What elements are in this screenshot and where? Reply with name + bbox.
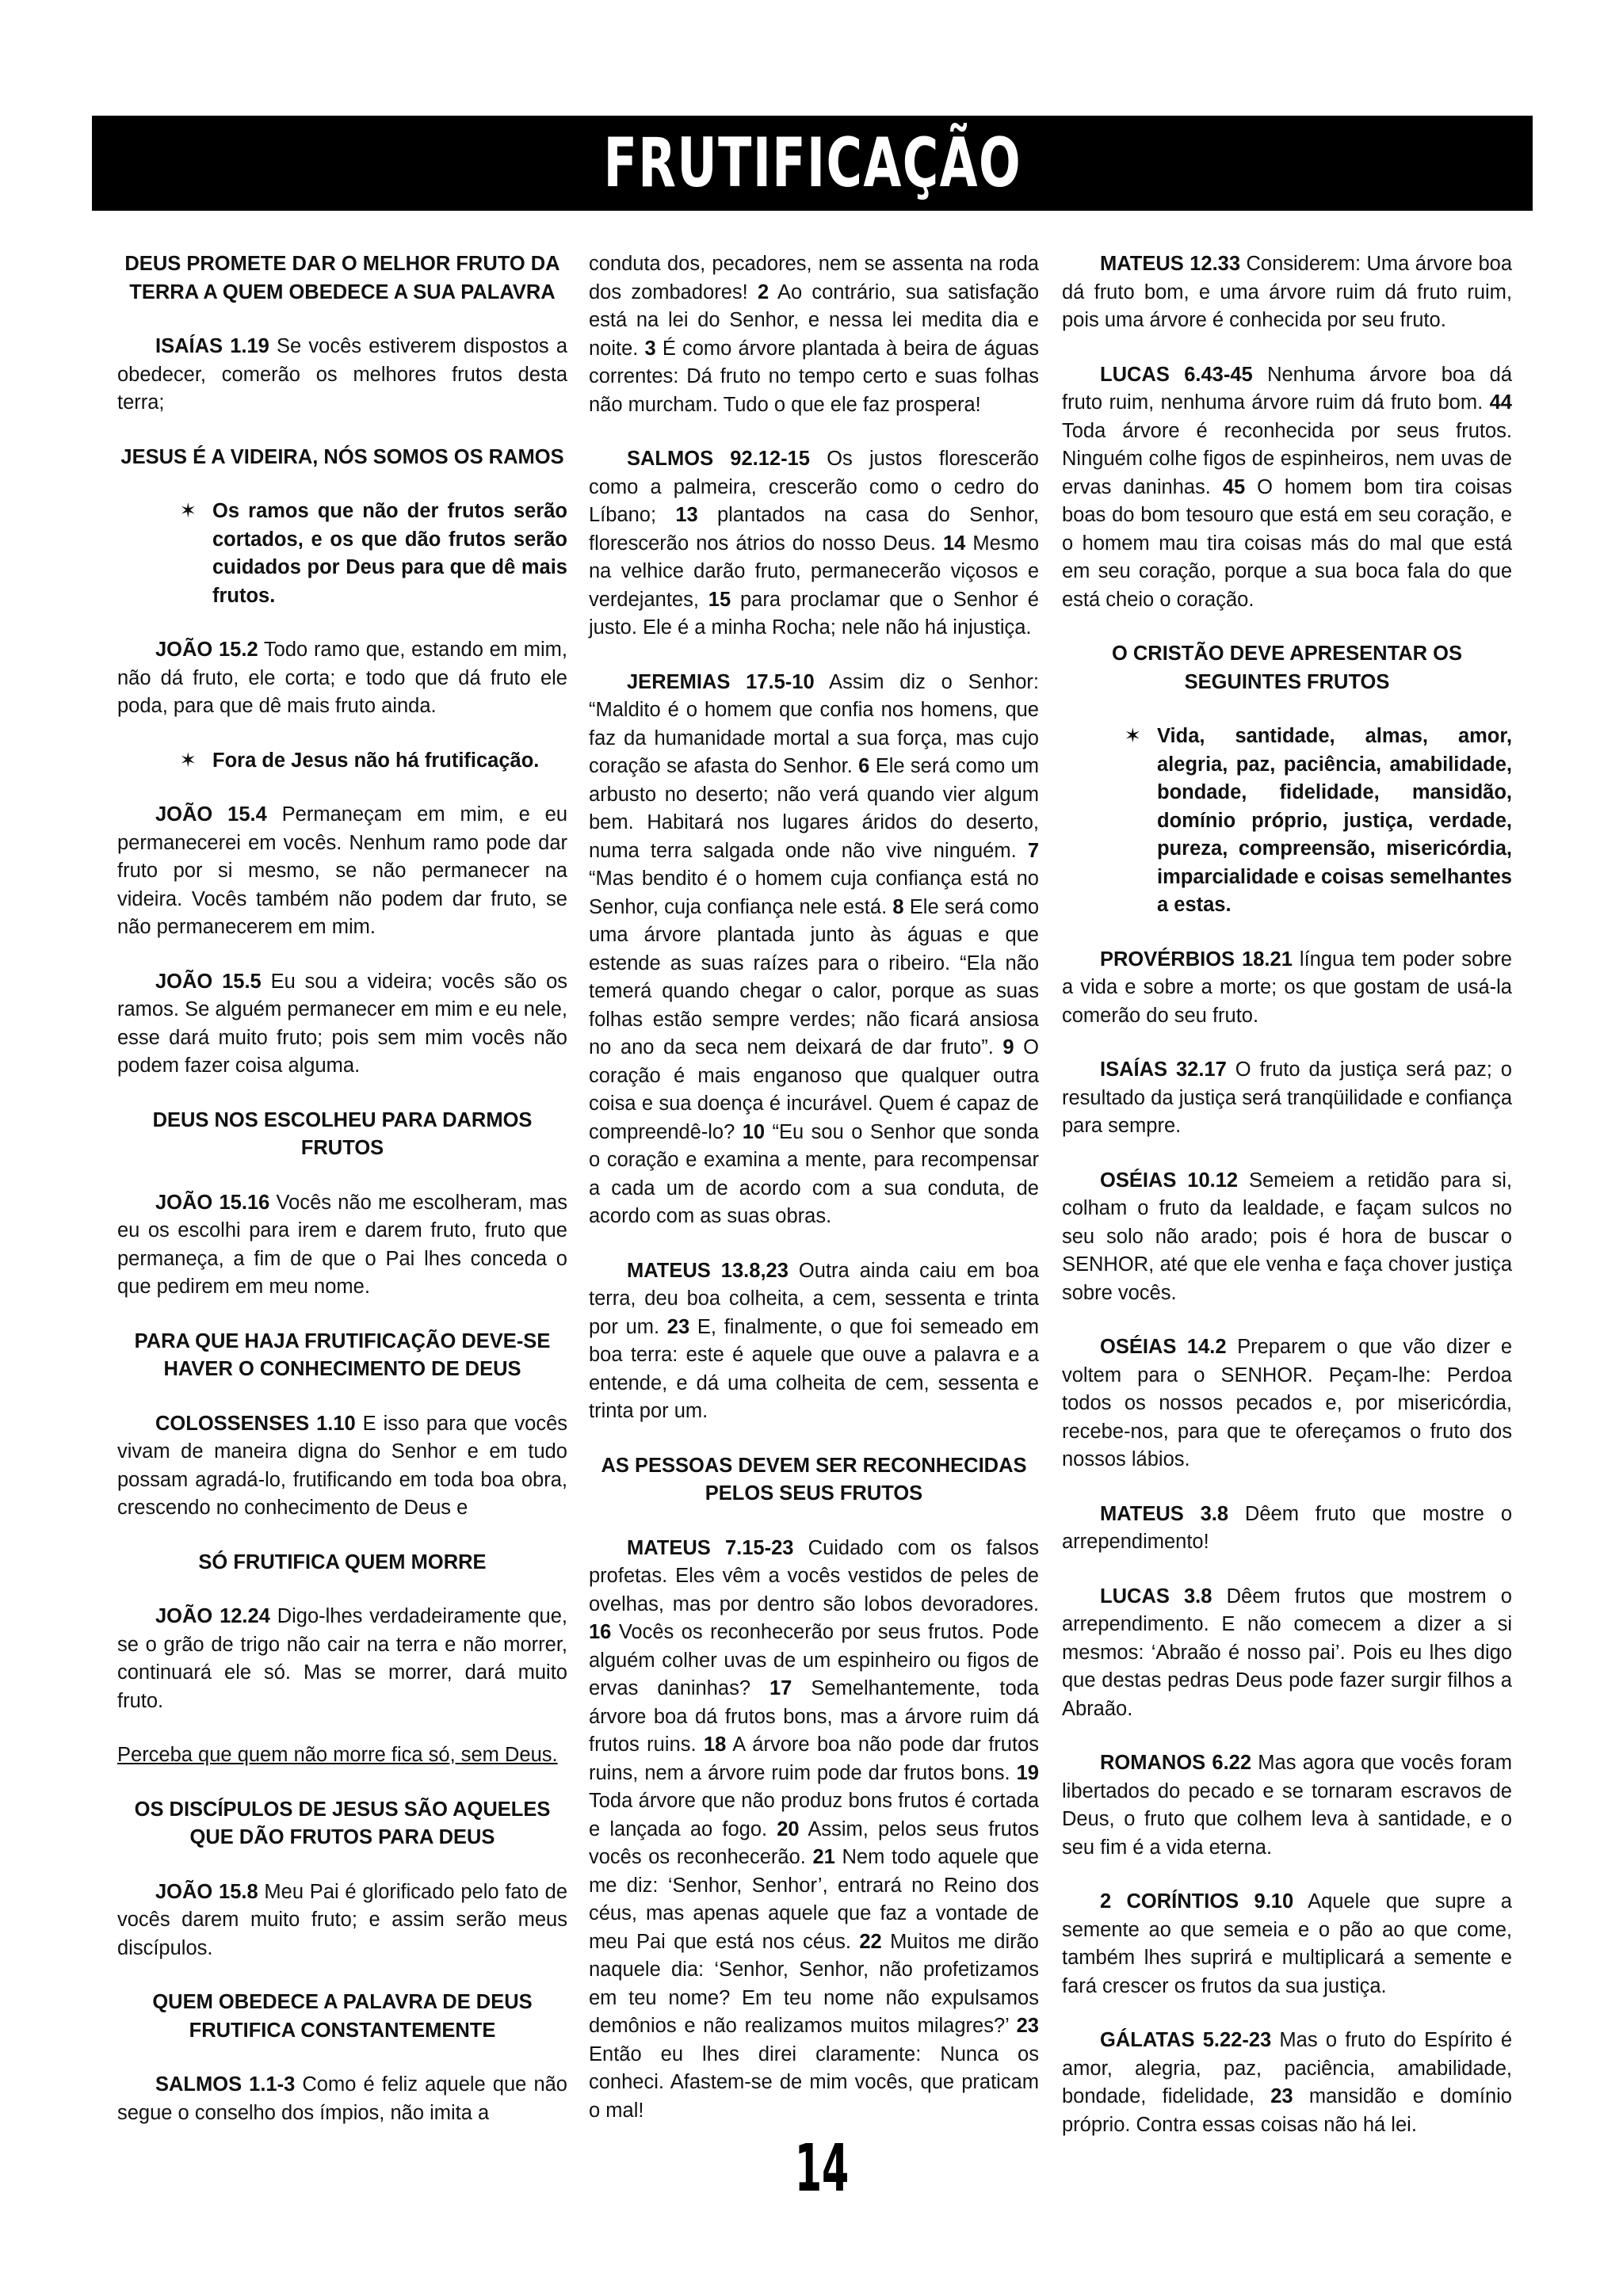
- verse-reference: JOÃO 15.4: [155, 803, 267, 826]
- verse-text: Preparem o que vão dizer e voltem para o SENHOR. Peçam-lhe: Perdoa todos os nossos pecados e, por misericórdia, recebe-nos, para que te ofereçamos o fruto dos nossos lábios.: [1062, 1336, 1512, 1470]
- verse-text: Mas o fruto do Espírito é amor, alegria, paz, paciência, amabilidade, bondade, fidelidade,: [1062, 2029, 1512, 2107]
- verse-paragraph: [1062, 1056, 1512, 1141]
- section-heading: QUEM OBEDECE A PALAVRA DE DEUS FRUTIFICA CONSTANTEMENTE: [152, 1991, 533, 2042]
- column-right: [1062, 250, 1512, 2165]
- verse-paragraph: [589, 445, 1039, 643]
- verse-text: Ele será como um arbusto no deserto; não verá quando vier algum bem. Habitará nos lugares áridos do deserto, numa terra salgada onde não vive ninguém.: [589, 755, 1039, 862]
- underlined-note: Perceba que quem não morre fica só, sem Deus.: [117, 1744, 558, 1766]
- verse-text: Cuidado com os falsos profetas. Eles vêm a vocês vestidos de peles de ovelhas, mas por dentro são lobos devoradores.: [589, 1536, 1039, 1615]
- bullet-text: Os ramos que não der frutos serão cortados, e os que dão frutos serão cuidados por Deus para que dê mais frutos.: [212, 500, 567, 607]
- verse-text: Vocês não me escolheram, mas eu os escolhi para irem e darem fruto, fruto que permaneça, a fim de que o Pai lhes conceda o que pedirem em meu nome.: [117, 1191, 567, 1298]
- verse-paragraph: [117, 968, 567, 1081]
- verse-text: Mas agora que vocês foram libertados do pecado e se tornaram escravos de Deus, o fruto que colhem leva à santidade, e o seu fim é a vida eterna.: [1062, 1752, 1512, 1859]
- verse-reference: JOÃO 15.5: [155, 970, 262, 993]
- verse-text: Então eu lhes direi claramente: Nunca os conheci. Afastem-se de mim vocês, que praticam o mal!: [589, 2042, 1039, 2122]
- verse-paragraph: [117, 2071, 567, 2127]
- verse-number: 20: [777, 1817, 800, 1840]
- verse-number: 45: [1222, 475, 1246, 498]
- verse-text: Os justos florescerão como a palmeira, crescerão como o cedro do Líbano;: [589, 448, 1039, 526]
- verse-reference: JEREMIAS 17.5-10: [627, 670, 815, 693]
- verse-reference: ISAÍAS 1.19: [155, 335, 269, 357]
- verse-number: 44: [1489, 391, 1512, 414]
- section-heading: OS DISCÍPULOS DE JESUS SÃO AQUELES QUE DÃO FRUTOS PARA DEUS: [134, 1798, 551, 1848]
- verse-text: Meu Pai é glorificado pelo fato de vocês darem muito fruto; e assim serão meus discípulos.: [117, 1880, 568, 1959]
- verse-number: 21: [812, 1846, 835, 1868]
- section-heading: PARA QUE HAJA FRUTIFICAÇÃO DEVE-SE HAVER O CONHECIMENTO DE DEUS: [134, 1329, 551, 1380]
- verse-number: 14: [942, 532, 966, 555]
- verse-text: Digo-lhes verdadeiramente que, se o grão de trigo não cair na terra e não morrer, continuará ele só. Mas se morrer, dará muito fruto.: [117, 1605, 567, 1712]
- title-banner: [92, 116, 1533, 211]
- verse-reference: GÁLATAS 5.22-23: [1100, 2029, 1272, 2051]
- verse-number: 13: [675, 504, 698, 526]
- bullet-item: [117, 498, 567, 610]
- verse-text: Dêem fruto que mostre o arrependimento!: [1062, 1502, 1512, 1553]
- column-middle: [589, 250, 1039, 2151]
- verse-reference: OSÉIAS 10.12: [1100, 1169, 1239, 1192]
- verse-text: para proclamar que o Senhor é justo. Ele é a minha Rocha; nele não há injustiça.: [589, 588, 1039, 639]
- verse-text: Semelhantemente, toda árvore boa dá frutos bons, mas a árvore ruim dá frutos ruins.: [589, 1677, 1039, 1756]
- page-title: FRUTIFICAÇÃO: [603, 124, 1022, 203]
- verse-reference: SALMOS 1.1-3: [155, 2073, 296, 2096]
- verse-text: O homem bom tira coisas boas do bom tesouro que está em seu coração, e o homem mau tira coisas más do mal que está em seu coração, porque a sua boca fala do que está cheio o coração.: [1062, 475, 1512, 611]
- verse-text: Semeiem a retidão para si, colham o fruto da lealdade, e façam sulcos no seu solo não arado; pois é hora de buscar o SENHOR, até que ele venha e faça chover justiça sobre vocês.: [1062, 1169, 1512, 1304]
- verse-text: A árvore boa não pode dar frutos ruins, nem a árvore ruim pode dar frutos bons.: [589, 1733, 1039, 1784]
- bullet-text: Fora de Jesus não há frutificação.: [212, 749, 540, 772]
- verse-text: Considerem: Uma árvore boa dá fruto bom, e uma árvore ruim dá fruto ruim, pois uma árvore é conhecida por seu fruto.: [1062, 253, 1513, 331]
- verse-reference: MATEUS 13.8,23: [627, 1259, 789, 1282]
- verse-paragraph: [589, 1257, 1039, 1426]
- bullet-item: [1062, 723, 1512, 920]
- verse-paragraph: [1062, 1749, 1512, 1862]
- section-heading: AS PESSOAS DEVEM SER RECONHECIDAS PELOS SEUS FRUTOS: [601, 1454, 1027, 1505]
- verse-paragraph: [1062, 946, 1512, 1031]
- verse-text: Como é feliz aquele que não segue o conselho dos ímpios, não imita a: [117, 2073, 567, 2124]
- verse-paragraph: [117, 801, 567, 942]
- verse-number: 22: [859, 1930, 882, 1953]
- verse-paragraph: [589, 250, 1039, 419]
- verse-paragraph: [117, 1603, 567, 1715]
- verse-paragraph: [1062, 361, 1512, 615]
- verse-text: Assim diz o Senhor: “Maldito é o homem que confia nos homens, que faz da humanidade mortal a sua força, mas cujo coração se afasta do Senhor.: [589, 670, 1039, 777]
- verse-text: Se vocês estiverem dispostos a obedecer, comerão os melhores frutos desta terra;: [117, 335, 568, 414]
- verse-number: 16: [589, 1621, 612, 1643]
- verse-number: 18: [703, 1733, 727, 1756]
- section-heading: DEUS NOS ESCOLHEU PARA DARMOS FRUTOS: [152, 1108, 533, 1159]
- verse-reference: MATEUS 12.33: [1100, 253, 1241, 275]
- verse-text: plantados na casa do Senhor, florescerão nos átrios do nosso Deus.: [589, 504, 1039, 555]
- verse-reference: 2 CORÍNTIOS 9.10: [1100, 1890, 1294, 1913]
- verse-text: Eu sou a videira; vocês são os ramos. Se alguém permanecer em mim e eu nele, esse dará muito fruto; pois sem mim vocês não podem fazer coisa alguma.: [117, 970, 567, 1077]
- verse-number: 23: [666, 1315, 690, 1338]
- verse-text: E, finalmente, o que foi semeado em boa terra: este é aquele que ouve a palavra e a entende, e dá uma colheita de cem, sessenta e trinta por um.: [589, 1315, 1039, 1422]
- verse-text: Dêem frutos que mostrem o arrependimento. E não comecem a dizer a si mesmos: ‘Abraão é nosso pai’. Pois eu lhes digo que destas pedras Deus pode fazer surgir filhos a Abraão.: [1062, 1585, 1512, 1720]
- verse-paragraph: [117, 1878, 567, 1963]
- verse-paragraph: [1062, 2027, 1512, 2139]
- verse-paragraph: [1062, 1583, 1512, 1724]
- verse-paragraph: [1062, 1167, 1512, 1308]
- verse-text: “Eu sou o Senhor que sonda o coração e examina a mente, para recompensar a cada um de acordo com a sua conduta, de acordo com as suas obras.: [589, 1120, 1039, 1227]
- verse-text: O fruto da justiça será paz; o resultado da justiça será tranqüilidade e confiança para sempre.: [1062, 1058, 1512, 1137]
- verse-paragraph: [589, 1535, 1039, 2126]
- verse-text: Toda árvore é reconhecida por seus frutos. Ninguém colhe figos de espinheiros, nem uvas de ervas daninhas.: [1062, 419, 1512, 498]
- verse-paragraph: [1062, 1501, 1512, 1557]
- verse-text: Mesmo na velhice darão fruto, permanecerão viçosos e verdejantes,: [589, 532, 1039, 611]
- verse-reference: JOÃO 12.24: [155, 1605, 270, 1627]
- verse-text: E isso para que vocês vivam de maneira digna do Senhor e em tudo possam agradá-lo, frutificando em toda boa obra, crescendo no conhecimento de Deus e: [117, 1412, 568, 1519]
- verse-text: Ao contrário, sua satisfação está na lei do Senhor, e nessa lei medita dia e noite.: [589, 280, 1039, 360]
- verse-number: 6: [858, 755, 870, 777]
- star-bullet-icon: ✶: [1124, 725, 1141, 747]
- verse-number: 17: [769, 1677, 792, 1699]
- verse-number: 2: [757, 280, 769, 303]
- verse-reference: PROVÉRBIOS 18.21: [1100, 948, 1293, 971]
- verse-number: 10: [742, 1120, 766, 1143]
- verse-number: 19: [1016, 1761, 1039, 1784]
- bullet-item: [117, 747, 567, 776]
- verse-paragraph: [117, 1410, 567, 1523]
- verse-paragraph: [117, 636, 567, 721]
- verse-reference: ISAÍAS 32.17: [1100, 1058, 1227, 1081]
- verse-text: Nem todo aquele que me diz: ‘Senhor, Senhor’, entrará no Reino dos céus, mas apenas aquele que faz a vontade de meu Pai que está nos céus.: [589, 1846, 1039, 1953]
- verse-text: Muitos me dirão naquele dia: ‘Senhor, Senhor, não profetizamos em teu nome? Em teu nome não expulsamos demônios e não realizamos muitos milagres?’: [589, 1930, 1039, 2037]
- verse-text: Nenhuma árvore boa dá fruto ruim, nenhuma árvore ruim dá fruto bom.: [1062, 363, 1512, 414]
- verse-paragraph: [1062, 1888, 1512, 2000]
- star-bullet-icon: ✶: [179, 500, 197, 522]
- verse-reference: JOÃO 15.8: [155, 1880, 258, 1903]
- verse-text: Toda árvore que não produz bons frutos é cortada e lançada ao fogo.: [589, 1790, 1039, 1840]
- verse-reference: MATEUS 3.8: [1100, 1502, 1229, 1525]
- verse-paragraph: [117, 333, 567, 418]
- section-heading: O CRISTÃO DEVE APRESENTAR OS SEGUINTES FRUTOS: [1111, 643, 1463, 693]
- verse-reference: JOÃO 15.16: [155, 1191, 270, 1214]
- verse-reference: SALMOS 92.12-15: [627, 448, 810, 470]
- bullet-text: Vida, santidade, almas, amor, alegria, paz, paciência, amabilidade, bondade, fidelidade, mansidão, domínio próprio, justiça, verdade, pureza, compreensão, misericórdia, imparcialidade e coisas semelhantes a estas.: [1157, 725, 1512, 916]
- verse-reference: COLOSSENSES 1.10: [155, 1412, 356, 1435]
- verse-number: 7: [1027, 839, 1039, 862]
- verse-number: 3: [644, 337, 656, 360]
- verse-text: Assim, pelos seus frutos vocês os reconhecerão.: [589, 1817, 1039, 1868]
- star-bullet-icon: ✶: [179, 749, 197, 772]
- verse-number: 15: [708, 588, 731, 611]
- section-heading: SÓ FRUTIFICA QUEM MORRE: [198, 1550, 487, 1573]
- page-number: 14: [794, 2131, 850, 2206]
- verse-text: Outra ainda caiu em boa terra, deu boa colheita, a cem, sessenta e trinta por um.: [589, 1259, 1039, 1338]
- verse-paragraph: [117, 1189, 567, 1302]
- verse-text: Permaneçam em mim, e eu permanecerei em vocês. Nenhum ramo pode dar fruto por si mesmo, se não permanecer na videira. Vocês também não podem dar fruto, se não permanecerem em mim.: [117, 803, 567, 938]
- verse-text: Ele será como uma árvore plantada junto às águas e que estende as suas raízes para o ribeiro. “Ela não temerá quando chegar o calor, porque as suas folhas estão sempre verdes; não ficará ansiosa no ano da seca nem deixará de dar fruto”.: [589, 895, 1039, 1058]
- verse-reference: ROMANOS 6.22: [1100, 1752, 1252, 1774]
- verse-paragraph: [1062, 1333, 1512, 1474]
- verse-text: É como árvore plantada à beira de águas correntes: Dá fruto no tempo certo e suas folhas não murcham. Tudo o que ele faz prospera!: [589, 337, 1039, 416]
- verse-text: O coração é mais enganoso que qualquer outra coisa e sua doença é incurável. Quem é capaz de compreendê-lo?: [589, 1036, 1039, 1143]
- verse-number: 9: [1002, 1036, 1014, 1058]
- verse-text: conduta dos, pecadores, nem se assenta na roda dos zombadores!: [589, 253, 1039, 303]
- verse-text: “Mas bendito é o homem cuja confiança está no Senhor, cuja confiança nele está.: [589, 868, 1039, 918]
- section-heading: JESUS É A VIDEIRA, NÓS SOMOS OS RAMOS: [120, 445, 564, 468]
- verse-text: língua tem poder sobre a vida e sobre a morte; os que gostam de usá-la comerão do seu fruto.: [1062, 948, 1512, 1027]
- column-left: [117, 250, 567, 2153]
- verse-paragraph: [1062, 250, 1512, 335]
- verse-text: mansidão e domínio próprio. Contra essas coisas não há lei.: [1062, 2085, 1512, 2136]
- verse-text: Vocês os reconhecerão por seus frutos. Pode alguém colher uvas de um espinheiro ou figos de ervas daninhas?: [589, 1621, 1039, 1699]
- verse-text: Todo ramo que, estando em mim, não dá fruto, ele corta; e todo que dá fruto ele poda, para que dê mais fruto ainda.: [117, 639, 567, 717]
- verse-number: 23: [1270, 2085, 1293, 2107]
- verse-paragraph: [589, 669, 1039, 1231]
- verse-reference: JOÃO 15.2: [155, 639, 258, 661]
- verse-number: 23: [1016, 2015, 1039, 2037]
- verse-reference: MATEUS 7.15-23: [627, 1536, 794, 1559]
- verse-reference: OSÉIAS 14.2: [1100, 1336, 1227, 1358]
- verse-reference: LUCAS 3.8: [1100, 1585, 1212, 1608]
- verse-reference: LUCAS 6.43-45: [1100, 363, 1253, 386]
- verse-text: Aquele que supre a semente ao que semeia e o pão ao que come, também lhes suprirá e multiplicará a semente e fará crescer os frutos da sua justiça.: [1062, 1890, 1512, 1997]
- section-heading: DEUS PROMETE DAR O MELHOR FRUTO DA TERRA A QUEM OBEDECE A SUA PALAVRA: [124, 253, 560, 303]
- verse-number: 8: [892, 895, 904, 918]
